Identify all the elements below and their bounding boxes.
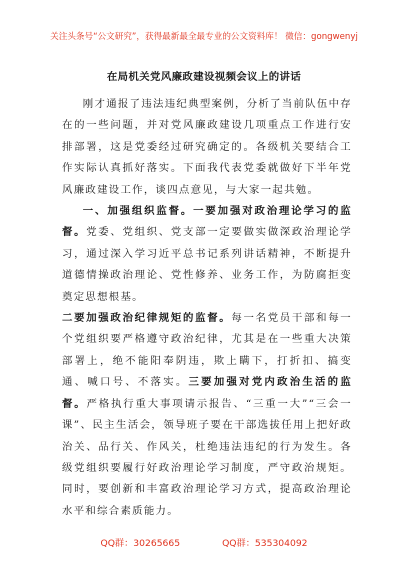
section-two-body: 每一名党员干部和每一个党组织要严格遵守政治纪律，尤其是在一些重大决策部署上，绝不能阳奉阴违，欺上瞒下，打折扣、搞变通、喊口号、不落实。 (62, 312, 352, 389)
footer-qq-banner (0, 535, 408, 549)
section-two-heading: 二要加强政治纪律规矩的监督。 (62, 312, 232, 325)
header-promo-banner: 关注头条号“公文研究”，获得最新最全最专业的公文资料库！ 微信：gongwenyj (50, 32, 358, 42)
intro-paragraph: 刚才通报了违法违纪典型案例，分析了当前队伍中存在的一些问题，并对党风廉政建设几项重点工作进行安排部署，这是党委经过研究确定的。各级机关要结合工作实际认真抓好落实。下面我代表党委就做好下半年党风廉政建设工作，谈四点意见，与大家一起共勉。 (62, 98, 352, 196)
section-three-heading: 三要加强对党内政治生活的监督。 (62, 376, 353, 410)
footer-qq-group-1: QQ群：30265665 (100, 538, 181, 549)
section-three-body: 严格执行重大事项请示报告、“三重一大”“三会一课”、民主生活会，领导班子要在干部选拔任用上把好政治关、品行关、作风关，杜绝违法违纪的行为发生。各级党组织要履行好政治理论学习制度，严守政治规矩。同时，要创新和丰富政治理论学习方式，提高政治理论水平和综合素质能力。 (62, 397, 352, 517)
document-body (62, 94, 352, 522)
section-one-paragraph (62, 201, 352, 308)
document-title: 在局机关党风廉政建设视频会议上的讲话 (106, 71, 302, 83)
section-one-heading: 一、加强组织监督。一要加强对政治理论学习的监督。 (62, 205, 352, 239)
section-two-paragraph (62, 308, 352, 522)
section-one-body: 党委、党组织、党支部一定要做实做深政治理论学习，通过深入学习近平总书记系列讲话精神，不断提升道德情操政治理论、党性修养、业务工作，为防腐拒变奠定思想根基。 (62, 226, 352, 303)
footer-qq-group-2: QQ群：535304092 (222, 538, 308, 549)
